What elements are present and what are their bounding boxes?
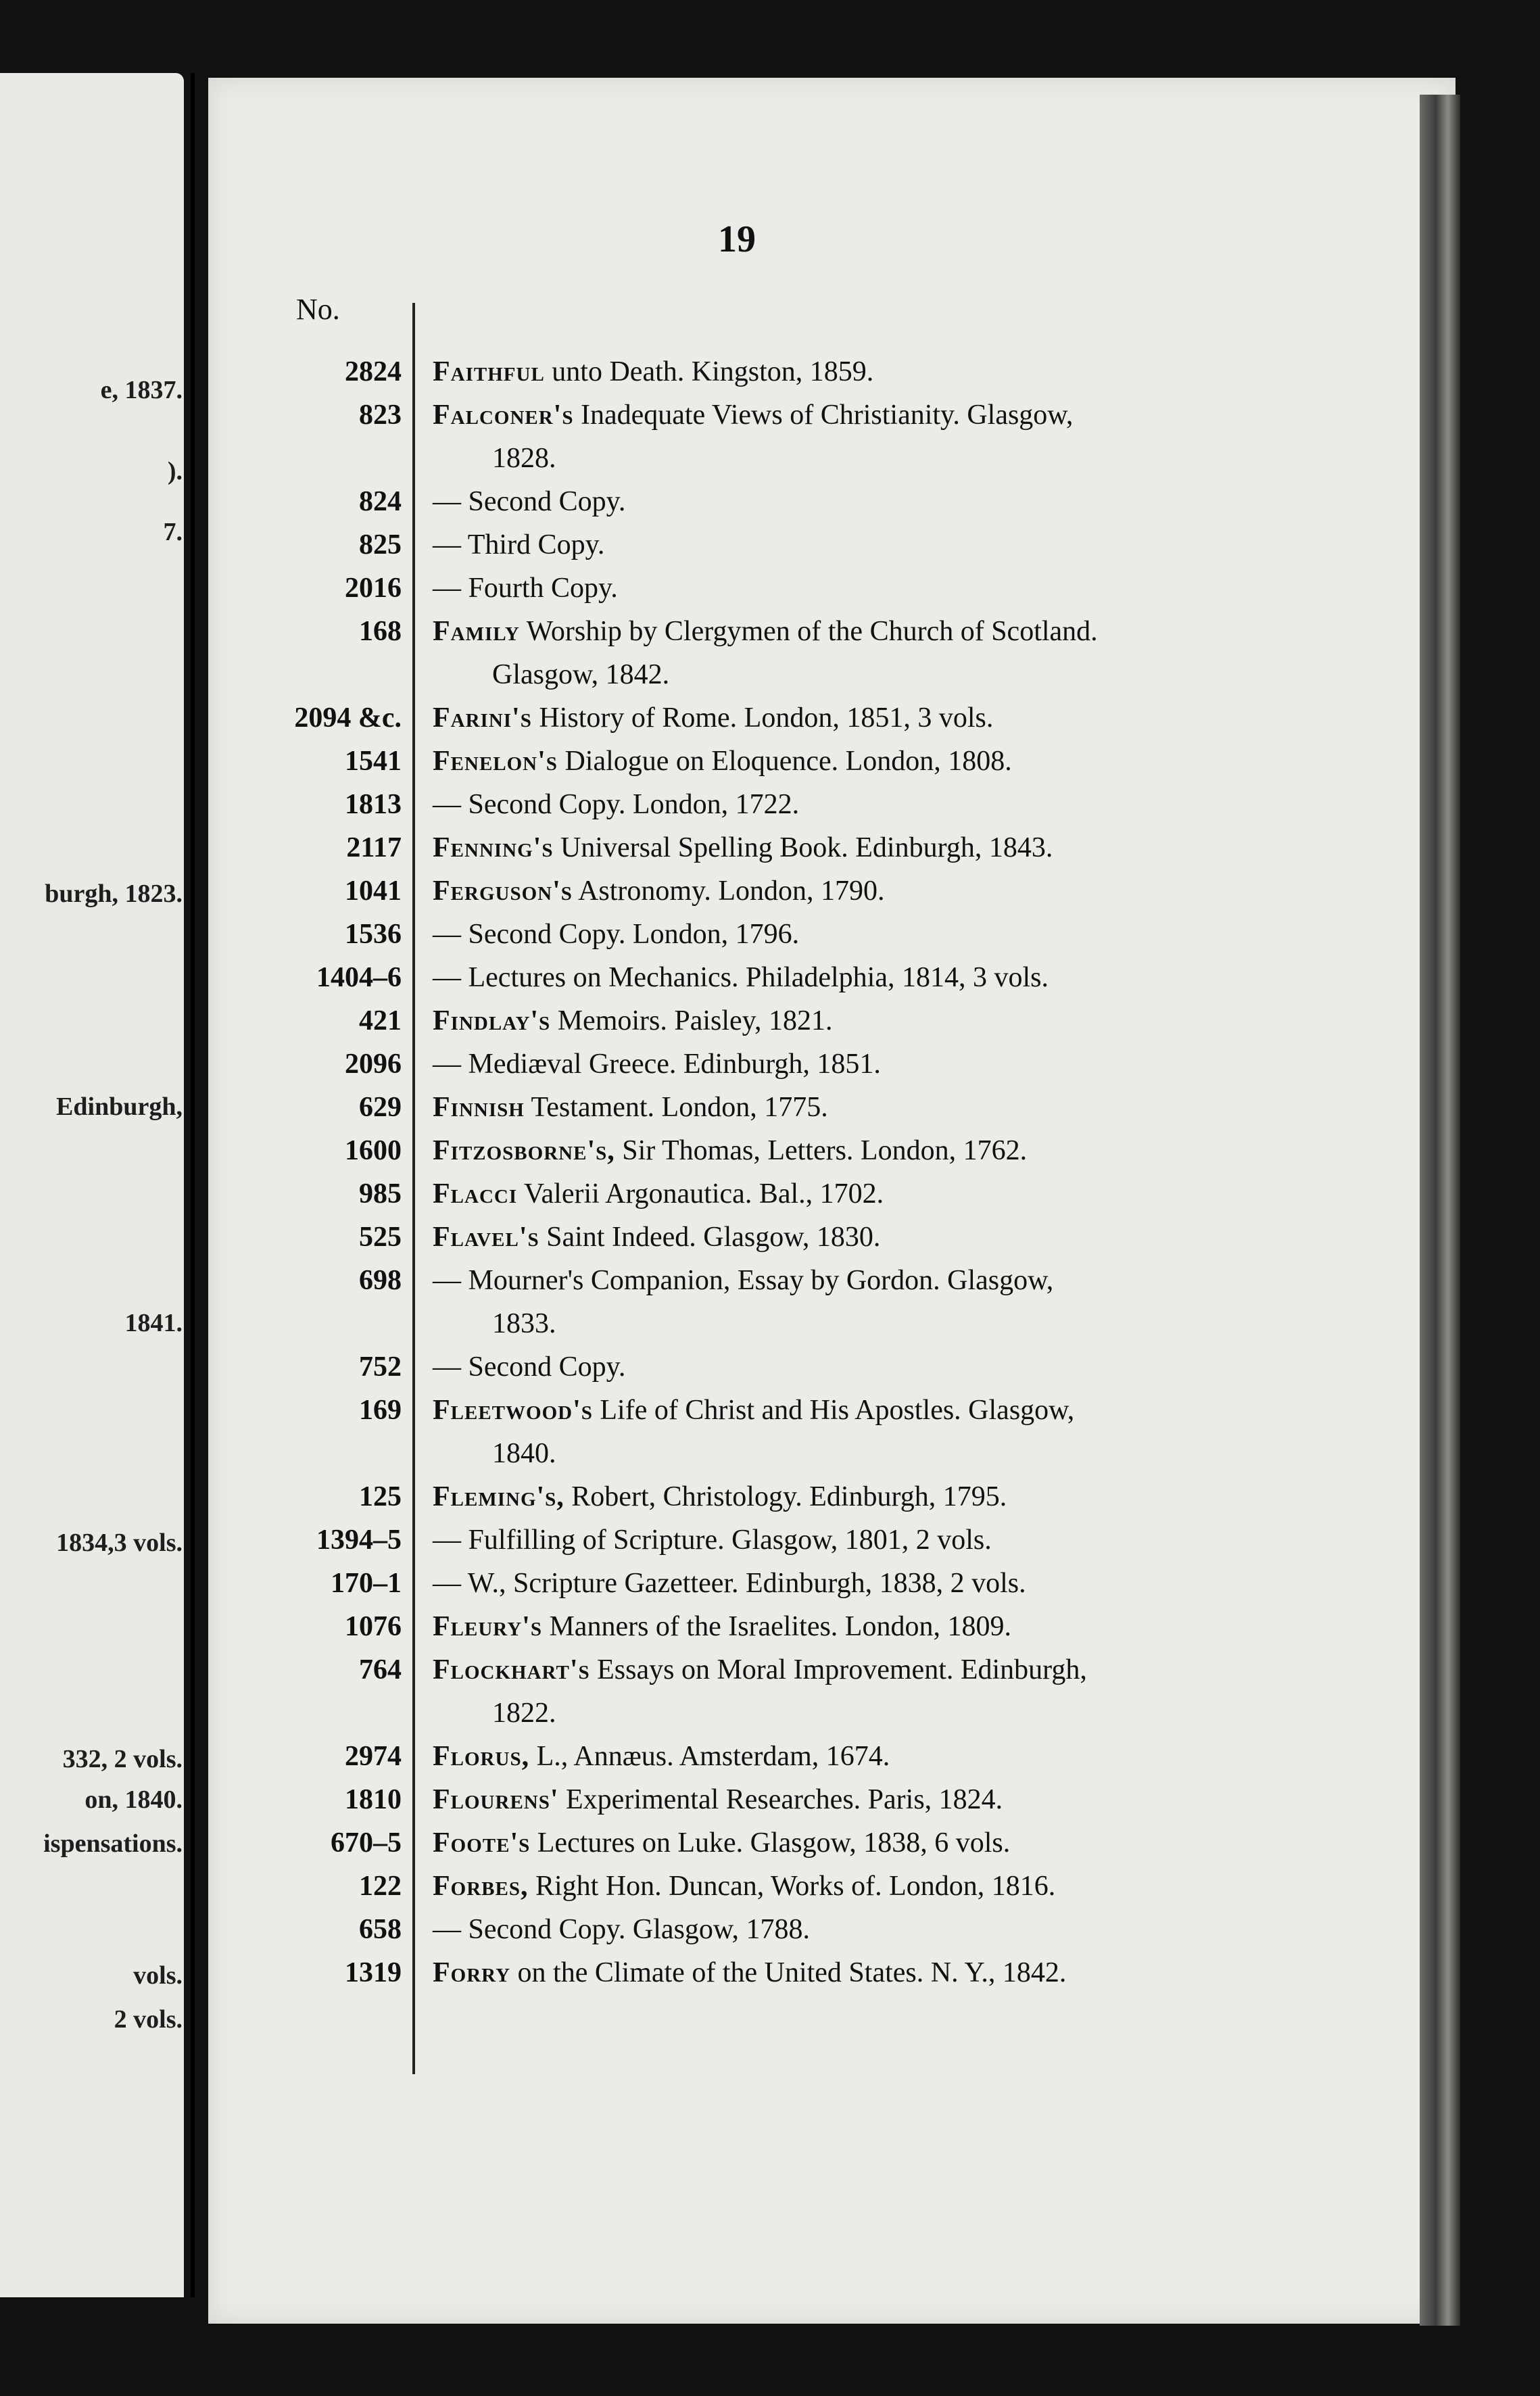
catalogue-entry [0, 567, 1540, 610]
entry-text [433, 1605, 1230, 1648]
entry-number: 1394–5 [316, 1525, 402, 1556]
entry-text [433, 1951, 1230, 1994]
entry-description: Universal Spelling Book. Edinburgh, 1843. [553, 832, 1053, 863]
entry-number: 1404–6 [316, 962, 402, 993]
entry-text [433, 869, 1230, 913]
catalogue-entry [0, 480, 1540, 523]
entry-text [433, 1389, 1230, 1475]
left-page-text: Edinburgh, [56, 1093, 183, 1121]
catalogue-entry [0, 1129, 1540, 1172]
entry-text [433, 1475, 1230, 1518]
entry-number: 1041 [345, 876, 402, 907]
entry-number: 658 [359, 1914, 402, 1945]
entry-number: 170–1 [331, 1568, 402, 1599]
catalogue-entry [0, 523, 1540, 567]
entry-number: 169 [359, 1395, 402, 1426]
catalogue-entry [0, 1951, 1540, 1994]
entry-text [433, 1129, 1230, 1172]
entry-text [433, 696, 1230, 740]
left-page-text: 332, 2 vols. [62, 1745, 183, 1773]
catalogue-entry [0, 696, 1540, 740]
entry-heading: Faithful [433, 356, 545, 387]
entry-number: 698 [359, 1265, 402, 1296]
entry-text [433, 610, 1230, 696]
entry-description: — W., Scripture Gazetteer. Edinburgh, 1838, 2 vols. [433, 1568, 1026, 1599]
entry-description: Robert, Christology. Edinburgh, 1795. [564, 1481, 1007, 1512]
entry-number: 2016 [345, 573, 402, 604]
catalogue-entries [0, 350, 1540, 1994]
entry-number: 823 [359, 400, 402, 431]
entry-description: — Mourner's Companion, Essay by Gordon. Glasgow, [433, 1265, 1054, 1296]
entry-description: Life of Christ and His Apostles. Glasgow, [592, 1395, 1075, 1426]
catalogue-entry [0, 913, 1540, 956]
entry-description: — Mediæval Greece. Edinburgh, 1851. [433, 1049, 881, 1080]
catalogue-entry [0, 826, 1540, 869]
catalogue-entry [0, 1259, 1540, 1345]
catalogue-entry [0, 1865, 1540, 1908]
entry-description: Dialogue on Eloquence. London, 1808. [557, 746, 1012, 777]
entry-heading: Flavel's [433, 1222, 539, 1253]
entry-number: 2974 [345, 1741, 402, 1772]
entry-heading: Ferguson's [433, 876, 573, 907]
entry-number: 985 [359, 1178, 402, 1209]
entry-text [433, 1778, 1230, 1821]
entry-description: — Second Copy. [433, 1351, 626, 1383]
entry-heading: Flacci [433, 1178, 518, 1209]
entry-continuation: 1828. [492, 443, 556, 474]
entry-text [433, 1648, 1230, 1735]
catalogue-entry [0, 1518, 1540, 1562]
catalogue-entry [0, 956, 1540, 999]
catalogue-entry [0, 610, 1540, 696]
entry-number: 421 [359, 1005, 402, 1036]
entry-description: Inadequate Views of Christianity. Glasgow, [573, 400, 1074, 431]
entry-heading: Family [433, 616, 520, 647]
entry-continuation: 1822. [492, 1698, 556, 1729]
entry-text [433, 393, 1230, 480]
entry-continuation: 1840. [492, 1438, 556, 1469]
left-page-text: 1834,3 vols. [56, 1529, 183, 1557]
catalogue-entry [0, 1648, 1540, 1735]
entry-number: 825 [359, 529, 402, 560]
entry-number: 1319 [345, 1957, 402, 1988]
catalogue-entry [0, 1389, 1540, 1475]
entry-heading: Fenelon's [433, 746, 558, 777]
page-number: 19 [718, 218, 756, 260]
catalogue-entry [0, 869, 1540, 913]
entry-heading: Falconer's [433, 400, 574, 431]
catalogue-entry [0, 1086, 1540, 1129]
entry-heading: Flockhart's [433, 1654, 590, 1685]
catalogue-entry [0, 1043, 1540, 1086]
catalogue-entry [0, 740, 1540, 783]
entry-description: on the Climate of the United States. N. Y., 1842. [510, 1957, 1067, 1988]
entry-heading: Fleetwood's [433, 1395, 593, 1426]
entry-description: L., Annæus. Amsterdam, 1674. [529, 1741, 890, 1772]
entry-number: 1813 [345, 789, 402, 820]
entry-number: 2096 [345, 1049, 402, 1080]
entry-heading: Foote's [433, 1827, 531, 1859]
entry-description: — Third Copy. [433, 529, 605, 560]
left-page-text: ispensations. [43, 1829, 183, 1858]
catalogue-entry [0, 1908, 1540, 1951]
entry-continuation: 1833. [492, 1308, 556, 1339]
entry-text [433, 740, 1230, 783]
entry-number: 2117 [346, 832, 402, 863]
catalogue-entry [0, 783, 1540, 826]
catalogue-entry [0, 1735, 1540, 1778]
entry-number: 1600 [345, 1135, 402, 1166]
catalogue-entry [0, 1562, 1540, 1605]
entry-continuation: Glasgow, 1842. [492, 659, 670, 690]
entry-text [433, 1259, 1230, 1345]
entry-number: 525 [359, 1222, 402, 1253]
entry-number: 1810 [345, 1784, 402, 1815]
catalogue-entry [0, 350, 1540, 393]
entry-heading: Fenning's [433, 832, 554, 863]
catalogue-entry [0, 1475, 1540, 1518]
entry-text [433, 1086, 1230, 1129]
entry-text [433, 1518, 1230, 1562]
entry-text [433, 1172, 1230, 1216]
entry-heading: Fitzosborne's, [433, 1135, 615, 1166]
left-page-text: on, 1840. [85, 1786, 183, 1814]
catalogue-entry [0, 1605, 1540, 1648]
entry-number: 629 [359, 1092, 402, 1123]
entry-text [433, 1735, 1230, 1778]
entry-text [433, 783, 1230, 826]
entry-heading: Finnish [433, 1092, 525, 1123]
entry-text [433, 350, 1230, 393]
entry-heading: Fleury's [433, 1611, 542, 1642]
column-header-no: No. [296, 293, 340, 326]
entry-heading: Fleming's, [433, 1481, 564, 1512]
entry-number: 1541 [345, 746, 402, 777]
entry-description: — Fourth Copy. [433, 573, 618, 604]
entry-heading: Findlay's [433, 1005, 551, 1036]
entry-description: unto Death. Kingston, 1859. [544, 356, 874, 387]
catalogue-entry [0, 1821, 1540, 1865]
entry-description: History of Rome. London, 1851, 3 vols. [531, 702, 994, 734]
entry-description: Worship by Clergymen of the Church of Scotland. [519, 616, 1098, 647]
entry-text [433, 1821, 1230, 1865]
catalogue-entry [0, 1345, 1540, 1389]
entry-text [433, 1562, 1230, 1605]
entry-description: — Second Copy. Glasgow, 1788. [433, 1914, 811, 1945]
entry-heading: Florus, [433, 1741, 530, 1772]
entry-text [433, 567, 1230, 610]
entry-description: Experimental Researches. Paris, 1824. [558, 1784, 1003, 1815]
left-page-text: burgh, 1823. [45, 880, 183, 908]
entry-text [433, 913, 1230, 956]
entry-description: Manners of the Israelites. London, 1809. [542, 1611, 1011, 1642]
catalogue-entry [0, 1778, 1540, 1821]
entry-number: 2094 &c. [294, 702, 402, 734]
entry-text [433, 1345, 1230, 1389]
left-page-text: 7. [163, 518, 183, 546]
entry-text [433, 956, 1230, 999]
entry-text [433, 1908, 1230, 1951]
entry-description: Sir Thomas, Letters. London, 1762. [615, 1135, 1028, 1166]
entry-text [433, 826, 1230, 869]
entry-heading: Flourens' [433, 1784, 559, 1815]
left-page-text: vols. [133, 1961, 183, 1990]
entry-description: — Second Copy. [433, 486, 626, 517]
entry-text [433, 523, 1230, 567]
entry-number: 670–5 [331, 1827, 402, 1859]
left-page-text: ). [167, 457, 183, 485]
entry-number: 1536 [345, 919, 402, 950]
entry-number: 1076 [345, 1611, 402, 1642]
left-page-text: 1841. [124, 1309, 183, 1337]
entry-number: 764 [359, 1654, 402, 1685]
left-page-text: 2 vols. [114, 2005, 183, 2034]
catalogue-entry [0, 999, 1540, 1043]
entry-text [433, 1043, 1230, 1086]
left-page-text: e, 1837. [100, 376, 183, 404]
catalogue-entry [0, 1172, 1540, 1216]
entry-description: Memoirs. Paisley, 1821. [550, 1005, 833, 1036]
entry-description: — Fulfilling of Scripture. Glasgow, 1801, 2 vols. [433, 1525, 992, 1556]
entry-description: Lectures on Luke. Glasgow, 1838, 6 vols. [530, 1827, 1011, 1859]
entry-number: 752 [359, 1351, 402, 1383]
entry-description: Saint Indeed. Glasgow, 1830. [539, 1222, 881, 1253]
entry-text [433, 1216, 1230, 1259]
entry-description: Essays on Moral Improvement. Edinburgh, [589, 1654, 1087, 1685]
entry-number: 824 [359, 486, 402, 517]
entry-description: Valerii Argonautica. Bal., 1702. [517, 1178, 884, 1209]
entry-description: — Second Copy. London, 1796. [433, 919, 800, 950]
entry-number: 125 [359, 1481, 402, 1512]
entry-heading: Forbes, [433, 1871, 529, 1902]
entry-number: 2824 [345, 356, 402, 387]
entry-description: Astronomy. London, 1790. [572, 876, 885, 907]
entry-text [433, 1865, 1230, 1908]
entry-text [433, 480, 1230, 523]
entry-description: — Lectures on Mechanics. Philadelphia, 1814, 3 vols. [433, 962, 1049, 993]
entry-description: Testament. London, 1775. [524, 1092, 828, 1123]
catalogue-entry [0, 1216, 1540, 1259]
entry-heading: Farini's [433, 702, 532, 734]
entry-number: 122 [359, 1871, 402, 1902]
entry-number: 168 [359, 616, 402, 647]
entry-description: Right Hon. Duncan, Works of. London, 1816. [528, 1871, 1056, 1902]
catalogue-entry [0, 393, 1540, 480]
entry-text [433, 999, 1230, 1043]
entry-description: — Second Copy. London, 1722. [433, 789, 800, 820]
entry-heading: Forry [433, 1957, 511, 1988]
